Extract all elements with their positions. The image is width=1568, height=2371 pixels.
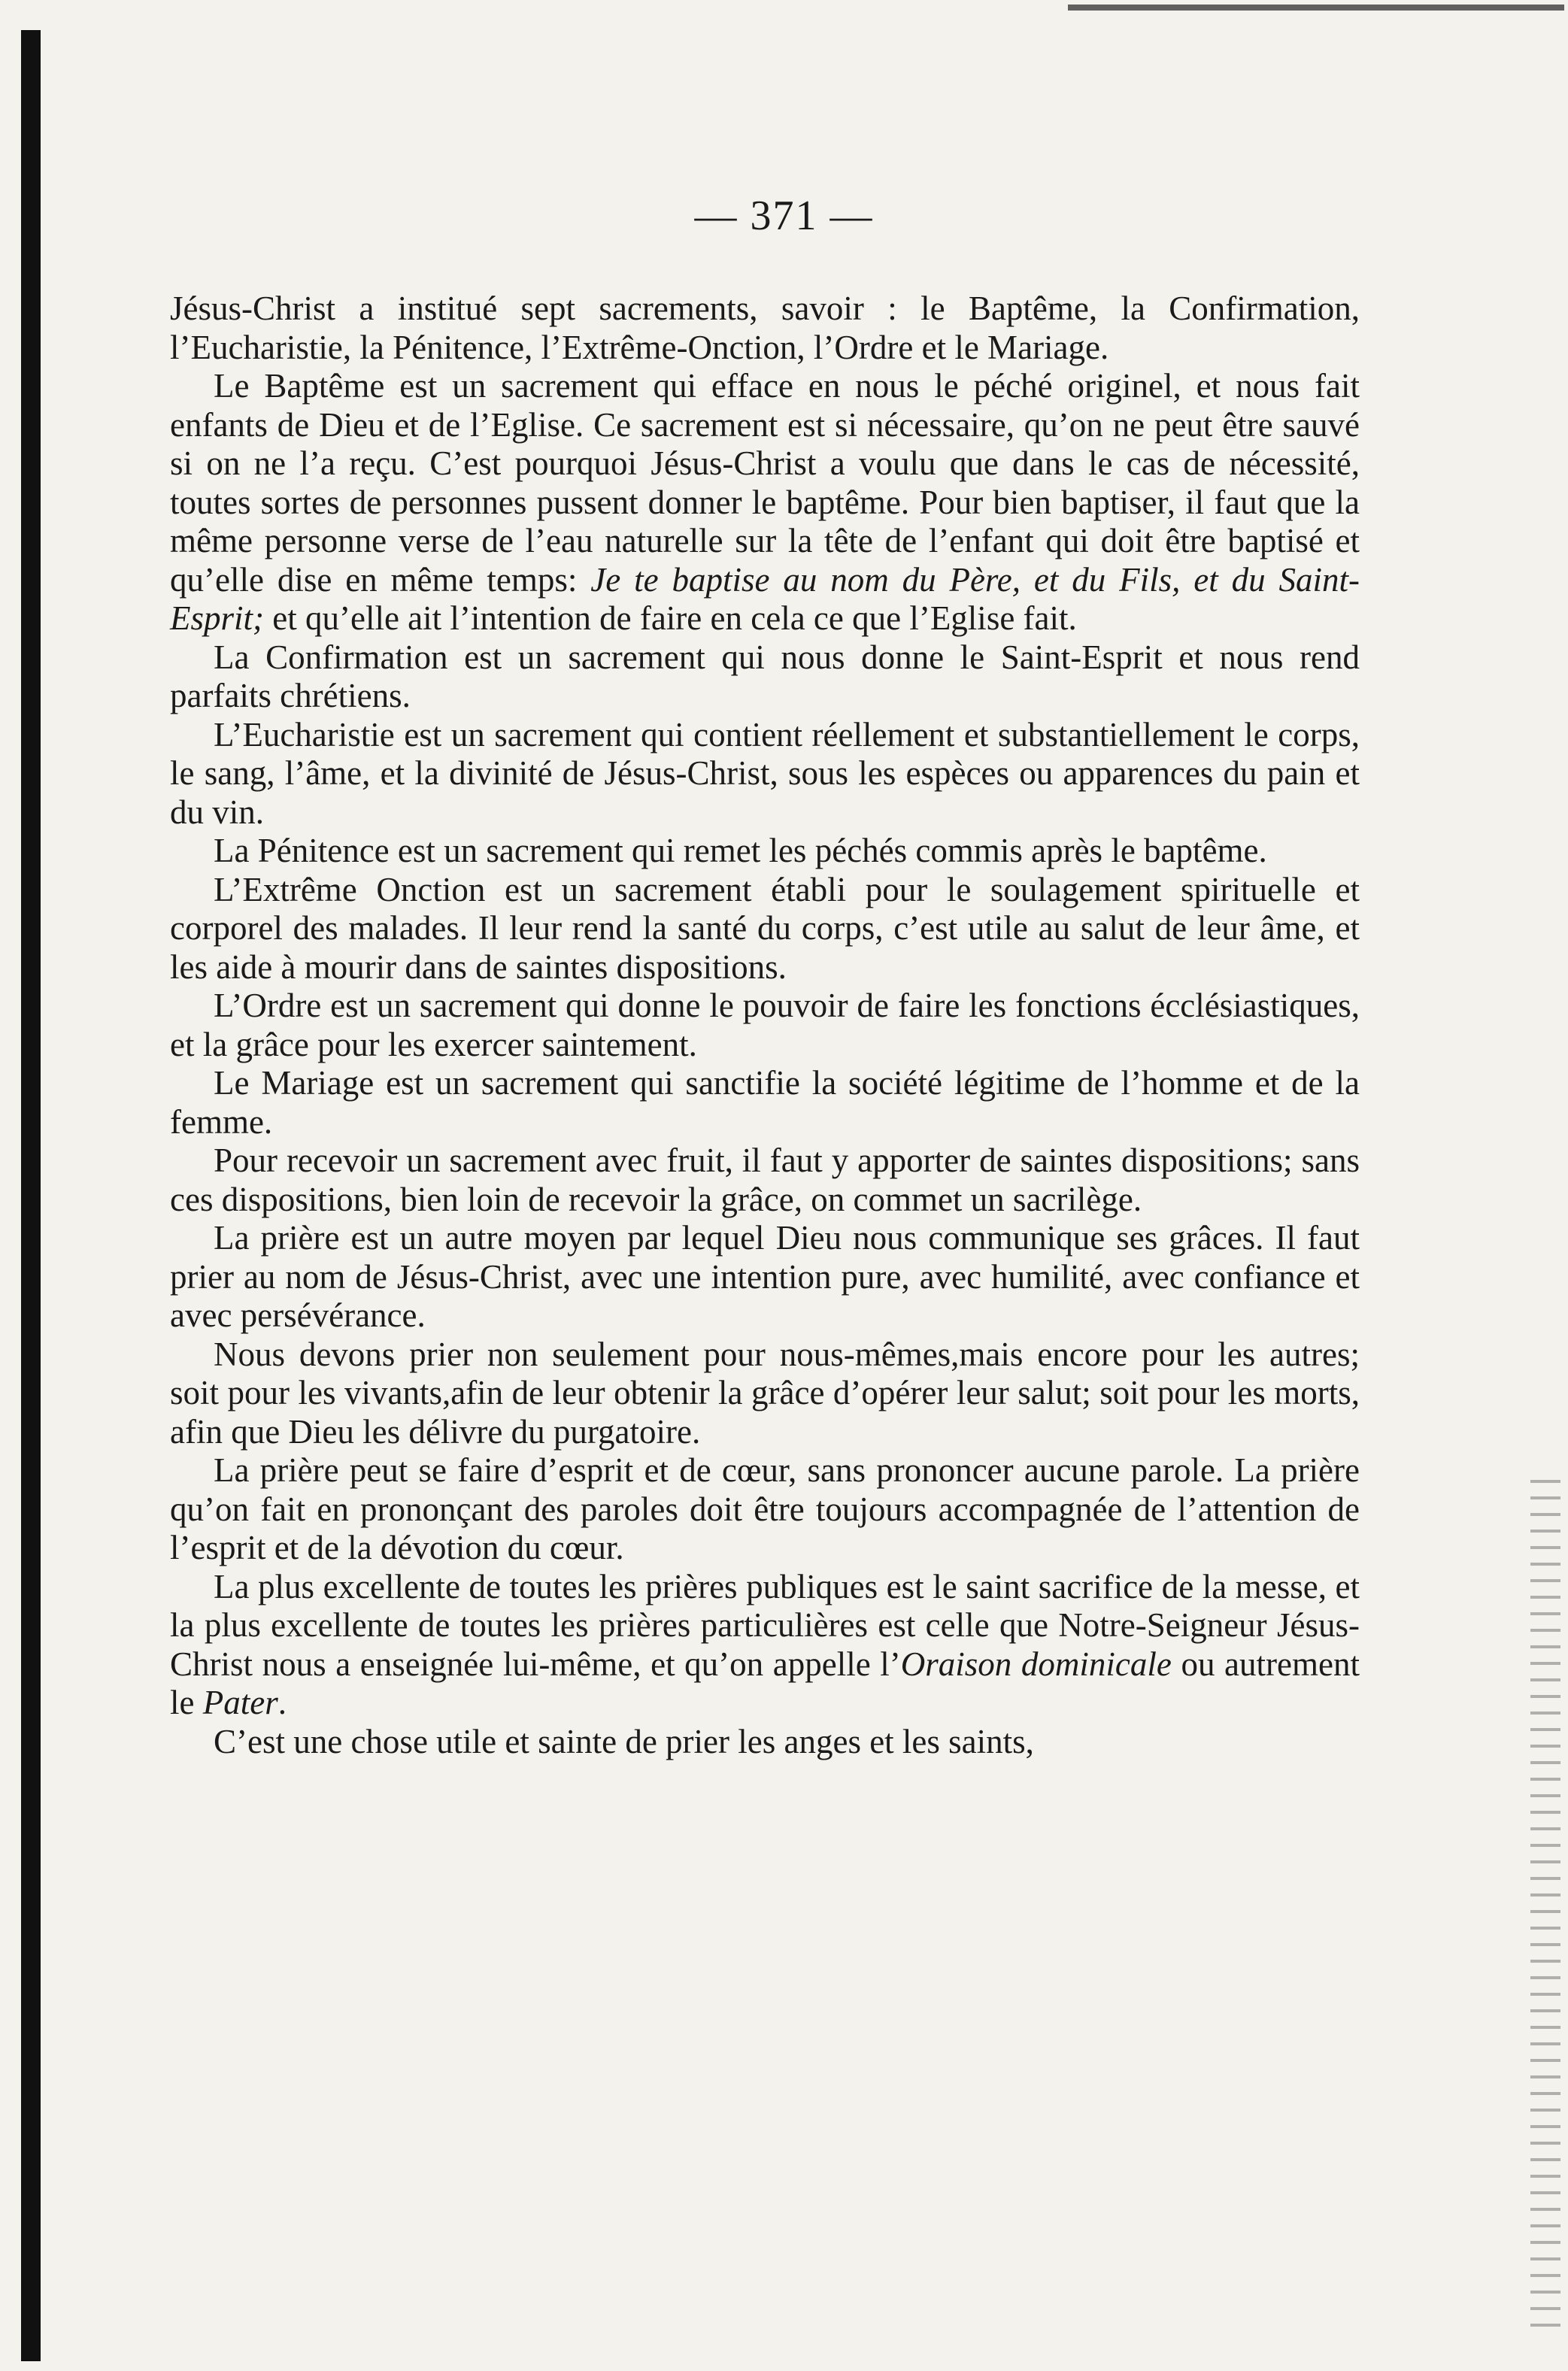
text-run: ou autrement le [170, 1645, 1360, 1721]
paragraph [170, 716, 1360, 832]
text-run: Pour recevoir un sacrement avec fruit, il faut y apporter de saintes dispositions; sans ces dispositions, bien loin de recevoir la grâce, on commet un sacrilège. [170, 1142, 1360, 1218]
paragraph [170, 987, 1360, 1064]
italic-text: Pater [202, 1684, 278, 1721]
text-run: La prière est un autre moyen par lequel Dieu nous communique ses grâces. Il faut prier au nom de Jésus-Christ, avec une intention pure, avec humilité, avec confiance et avec persévérance. [170, 1219, 1360, 1334]
paragraph [170, 832, 1360, 871]
paragraph [170, 1568, 1360, 1723]
paragraph [170, 638, 1360, 716]
text-run: La Confirmation est un sacrement qui nous donne le Saint-Esprit et nous rend parfaits chrétiens. [170, 638, 1360, 714]
scan-speckles [1530, 1466, 1560, 2331]
text-run: La Pénitence est un sacrement qui remet les péchés commis après le baptême. [214, 832, 1267, 869]
paragraph [170, 367, 1360, 638]
text-run: Nous devons prier non seulement pour nous-mêmes,mais encore pour les autres; soit pour les vivants,afin de leur obtenir la grâce d’opérer leur salut; soit pour les morts, afin que Dieu les délivre du purgatoire. [170, 1335, 1360, 1451]
text-run: La plus excellente de toutes les prières publiques est le saint sacrifice de la messe, et la plus excellente de toutes les prières particulières est celle que Notre-Seigneur Jésus-Christ nous a enseignée lui-même, et qu’on appelle l’ [170, 1567, 1360, 1683]
text-run: L’Ordre est un sacrement qui donne le pouvoir de faire les fonctions écclésiastiques, et la grâce pour les exercer saintement. [170, 987, 1360, 1063]
paragraph [170, 1336, 1360, 1452]
italic-text: Je te baptise au nom du Père, et du Fils, et du Saint-Esprit; [170, 560, 1360, 637]
page-binding-edge [21, 30, 41, 2361]
paragraph [170, 1451, 1360, 1568]
text-run: L’Eucharistie est un sacrement qui contient réellement et substantiellement le corps, le sang, l’âme, et la divinité de Jésus-Christ, sous les espèces ou apparences du pain et du vin. [170, 715, 1360, 831]
text-run: Le Baptême est un sacrement qui efface en nous le péché originel, et nous fait enfants de Dieu et de l’Eglise. Ce sacrement est si nécessaire, qu’on ne peut être sauvé si on ne l’a reçu. C’est pourquoi Jésus-Christ a voulu que dans le cas de nécessité, toutes sortes de personnes pussent donner le baptême. Pour bien baptiser, il faut que la même personne verse de l’eau naturelle sur la tête de l’enfant qui doit être baptisé et qu’elle dise en même temps: [170, 367, 1360, 599]
text-run: La prière peut se faire d’esprit et de cœur, sans prononcer aucune parole. La prière qu’on fait en prononçant des paroles doit être toujours accompagnée de l’attention de l’esprit et de la dévotion du cœur. [170, 1451, 1360, 1566]
text-run: L’Extrême Onction est un sacrement établi pour le soulagement spirituelle et corporel des malades. Il leur rend la santé du corps, c’est utile au salut de leur âme, et les aide à mourir dans de saintes dispositions. [170, 870, 1360, 986]
text-run: Jésus-Christ a institué sept sacrements, savoir : le Baptême, la Confirmation, l’Eucharistie, la Pénitence, l’Extrême-Onction, l’Ordre et le Mariage. [170, 290, 1360, 366]
text-run: . [278, 1684, 287, 1721]
italic-text: Oraison dominicale [900, 1645, 1172, 1683]
paragraph [170, 1723, 1360, 1762]
page-top-edge [1068, 5, 1564, 11]
paragraph [170, 1142, 1360, 1219]
text-run: et qu’elle ait l’intention de faire en cela ce que l’Eglise fait. [264, 599, 1077, 637]
paragraph [170, 1219, 1360, 1336]
page-number: — 371 — [694, 193, 874, 239]
paragraph [170, 871, 1360, 987]
text-run: Le Mariage est un sacrement qui sanctifie la société légitime de l’homme et de la femme. [170, 1064, 1360, 1141]
body-text [170, 290, 1360, 1761]
paragraph [170, 290, 1360, 367]
text-run: C’est une chose utile et sainte de prier les anges et les saints, [214, 1722, 1034, 1760]
paragraph [170, 1064, 1360, 1142]
